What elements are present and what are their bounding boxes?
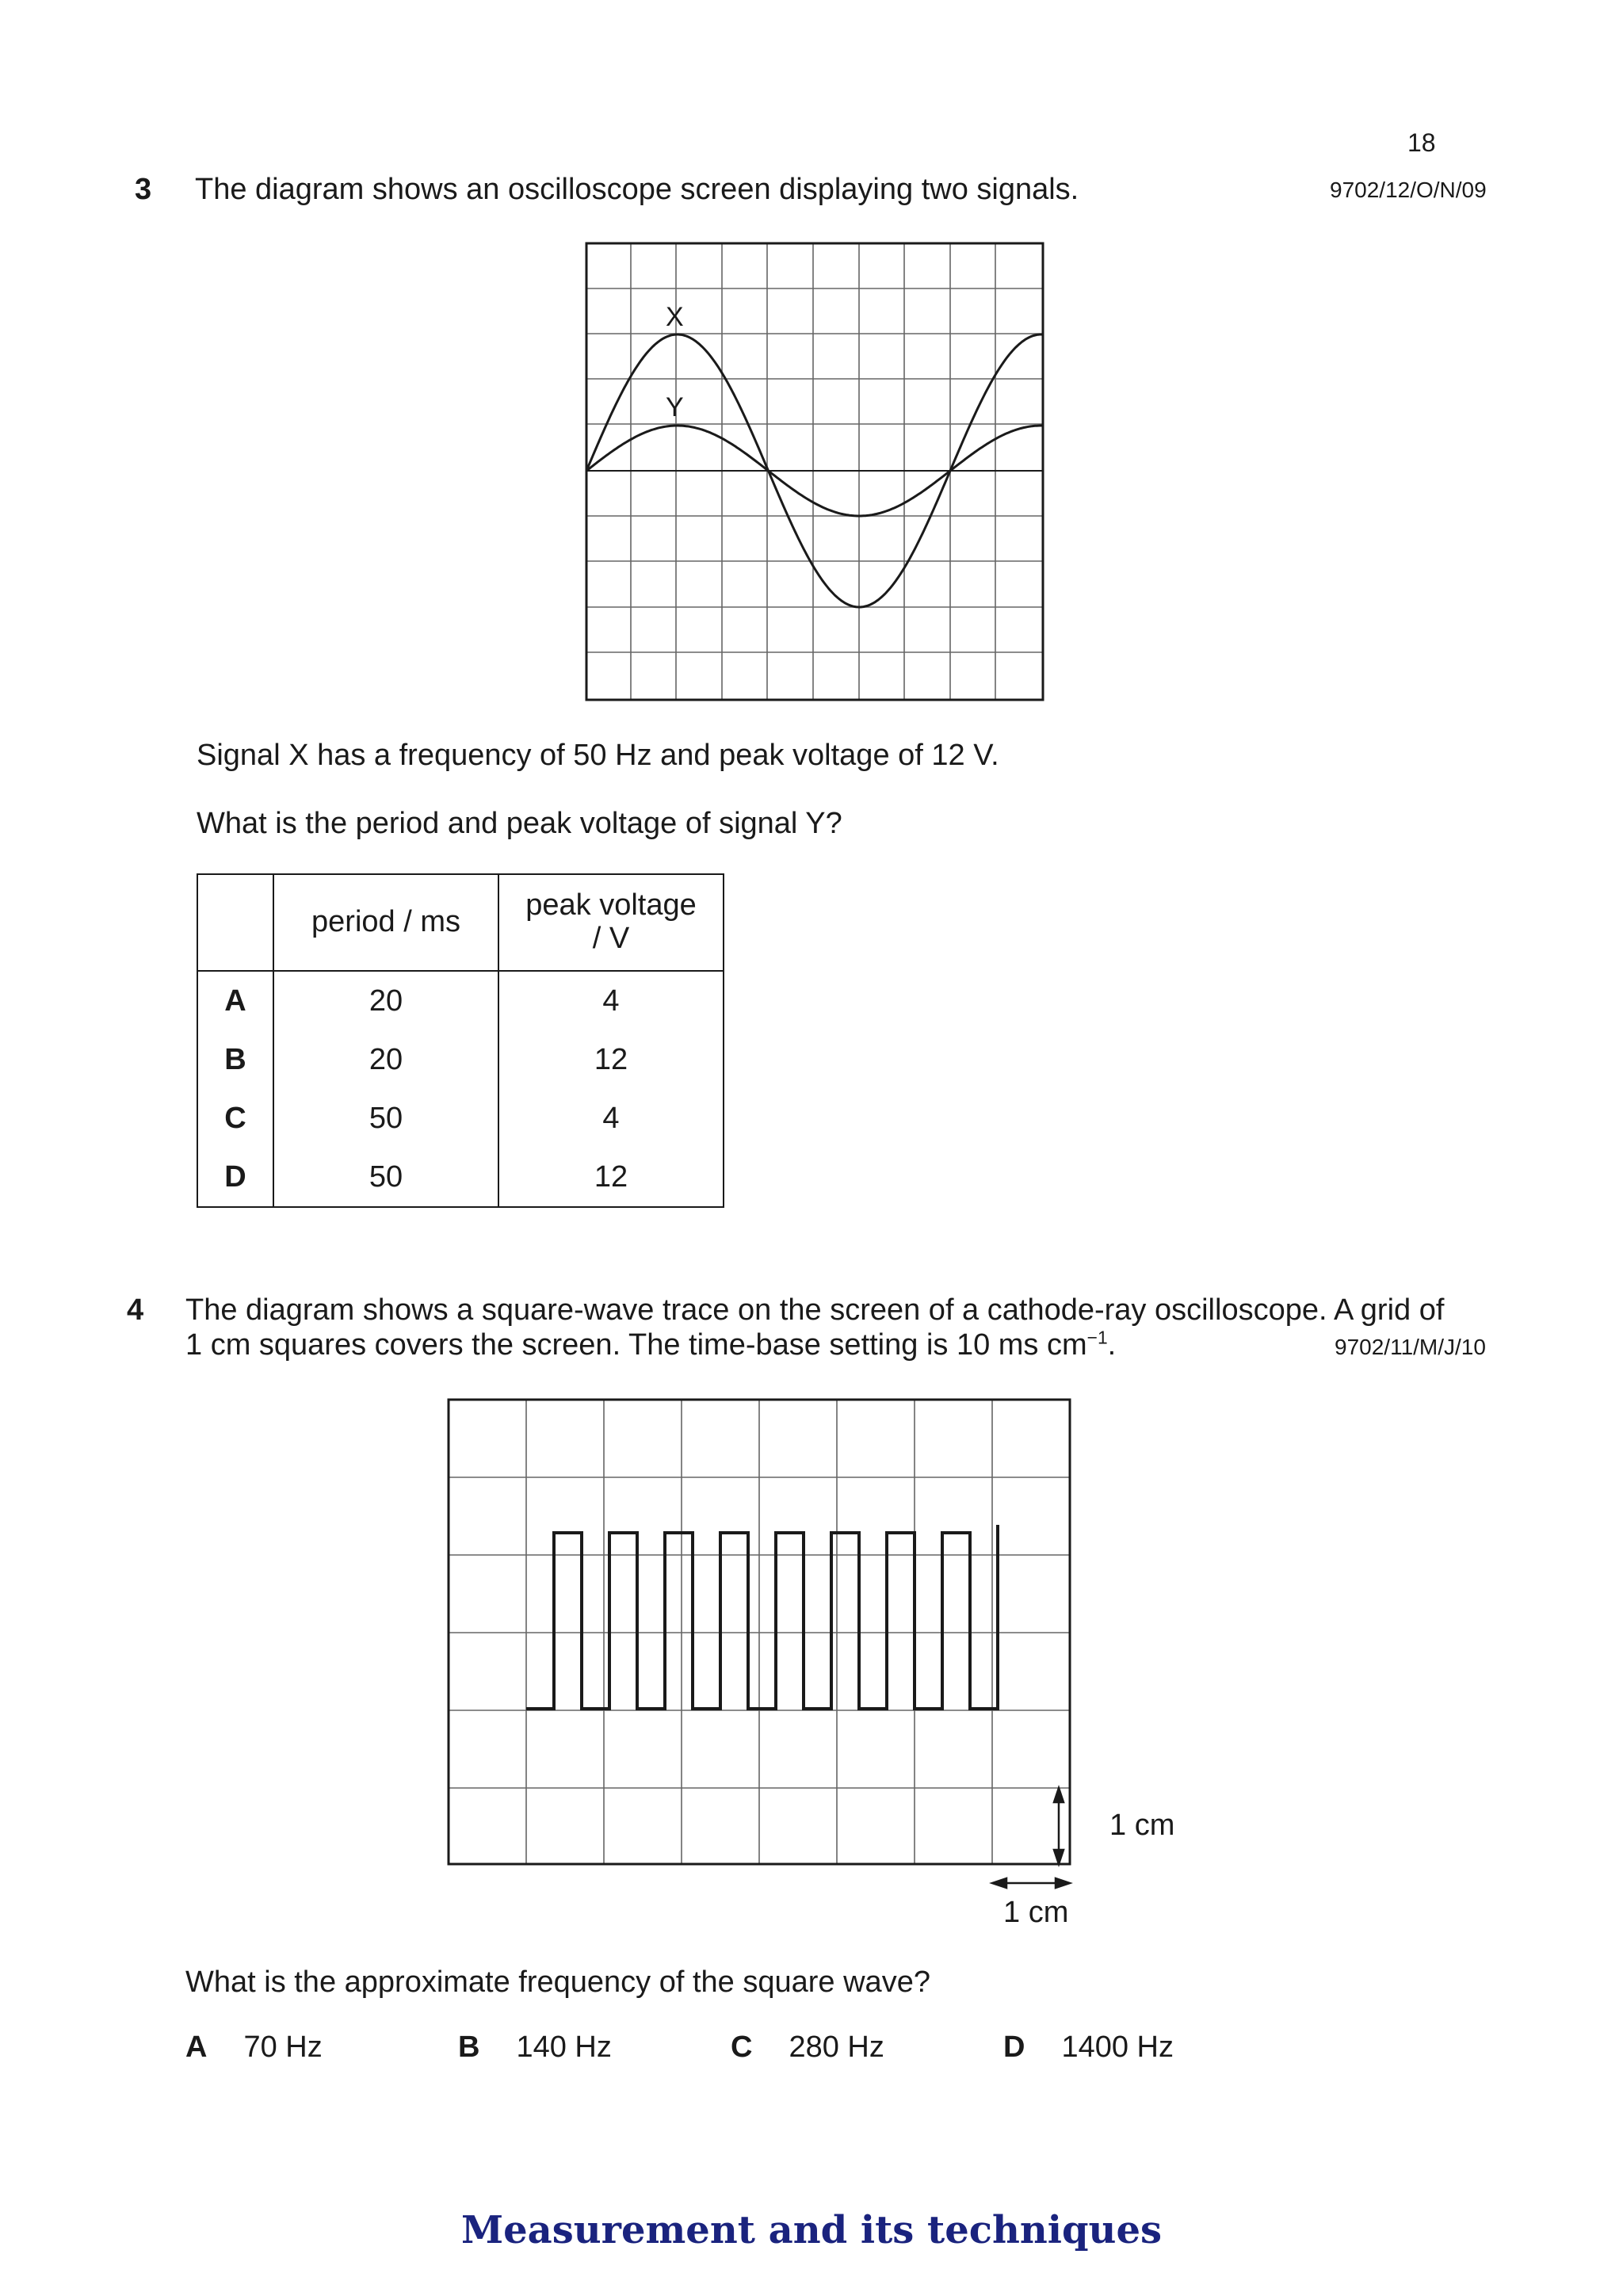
- q3-reference: 9702/12/O/N/09: [1330, 178, 1487, 202]
- q4-option-d[interactable]: [1003, 2030, 1174, 2065]
- q3-question: What is the period and peak voltage of signal Y?: [197, 807, 842, 840]
- page-number: 18: [1407, 128, 1436, 157]
- q3-stem: The diagram shows an oscilloscope screen displaying two signals.: [195, 173, 1079, 206]
- q3-option-voltage: 12: [594, 1042, 628, 1076]
- q4-option-label: C: [731, 2030, 753, 2064]
- q3-col-voltage-line1: peak voltage: [525, 888, 697, 923]
- q4-cro-screen: [445, 1396, 1084, 1929]
- q4-stem-superscript: −1: [1086, 1327, 1108, 1348]
- q3-option-voltage: 12: [594, 1159, 628, 1194]
- q3-col-period-header: period / ms: [273, 875, 498, 971]
- q3-option-row-d[interactable]: [198, 1148, 723, 1206]
- q3-oscilloscope-screen: [585, 242, 1046, 703]
- q4-option-b[interactable]: [458, 2030, 612, 2065]
- q3-option-period: 20: [273, 971, 498, 1030]
- signal-y-label: Y: [666, 392, 684, 422]
- q4-question: What is the approximate frequency of the square wave?: [185, 1966, 930, 1999]
- q4-option-c[interactable]: [731, 2030, 884, 2065]
- q4-grid: [449, 1400, 1070, 1864]
- q4-stem-end: .: [1107, 1328, 1117, 1362]
- q4-option-label: B: [458, 2030, 480, 2064]
- q3-option-label: D: [198, 1148, 273, 1206]
- q3-option-voltage: 4: [602, 984, 620, 1018]
- q3-option-label: C: [198, 1089, 273, 1148]
- q4-stem-line1: The diagram shows a square-wave trace on the screen of a cathode-ray oscilloscope. A grid of: [185, 1293, 1445, 1327]
- q3-option-row-b[interactable]: [198, 1030, 723, 1089]
- horizontal-scale-label: 1 cm: [1003, 1896, 1069, 1929]
- q3-col-voltage-line2: / V: [592, 922, 630, 955]
- q3-option-voltage: 4: [602, 1101, 620, 1135]
- q3-info: Signal X has a frequency of 50 Hz and peak voltage of 12 V.: [197, 739, 999, 772]
- q3-option-period: 50: [273, 1148, 498, 1206]
- footer-title: Measurement and its techniques: [460, 2208, 1163, 2252]
- q4-option-label: D: [1003, 2030, 1025, 2064]
- vertical-scale-arrow: [1054, 1788, 1064, 1864]
- q3-option-label: A: [198, 971, 273, 1030]
- q4-option-label: A: [185, 2030, 208, 2064]
- q4-option-text: 140 Hz: [516, 2030, 612, 2064]
- q3-option-row-c[interactable]: [198, 1089, 723, 1148]
- q4-option-text: 1400 Hz: [1061, 2030, 1174, 2064]
- q4-option-text: 70 Hz: [243, 2030, 323, 2064]
- q4-stem-text: 1 cm squares covers the screen. The time-base setting is 10 ms cm: [185, 1328, 1087, 1362]
- q4-stem-line2: [185, 1328, 1116, 1363]
- q3-number: 3: [135, 173, 152, 206]
- q3-option-period: 50: [273, 1089, 498, 1148]
- horizontal-scale-arrow: [992, 1878, 1070, 1888]
- q3-col-voltage-header: [498, 875, 723, 971]
- vertical-scale-label: 1 cm: [1109, 1809, 1175, 1842]
- q4-option-text: 280 Hz: [789, 2030, 884, 2064]
- q4-option-a[interactable]: [185, 2030, 323, 2065]
- q3-table-corner: [198, 875, 273, 971]
- square-wave-trace: [526, 1525, 998, 1709]
- q3-options-table: [197, 873, 724, 1208]
- q4-number: 4: [127, 1293, 144, 1327]
- q4-reference: 9702/11/M/J/10: [1335, 1335, 1486, 1359]
- q3-option-row-a[interactable]: [198, 971, 723, 1030]
- q3-option-period: 20: [273, 1030, 498, 1089]
- signal-x-label: X: [666, 302, 684, 332]
- q3-option-label: B: [198, 1030, 273, 1089]
